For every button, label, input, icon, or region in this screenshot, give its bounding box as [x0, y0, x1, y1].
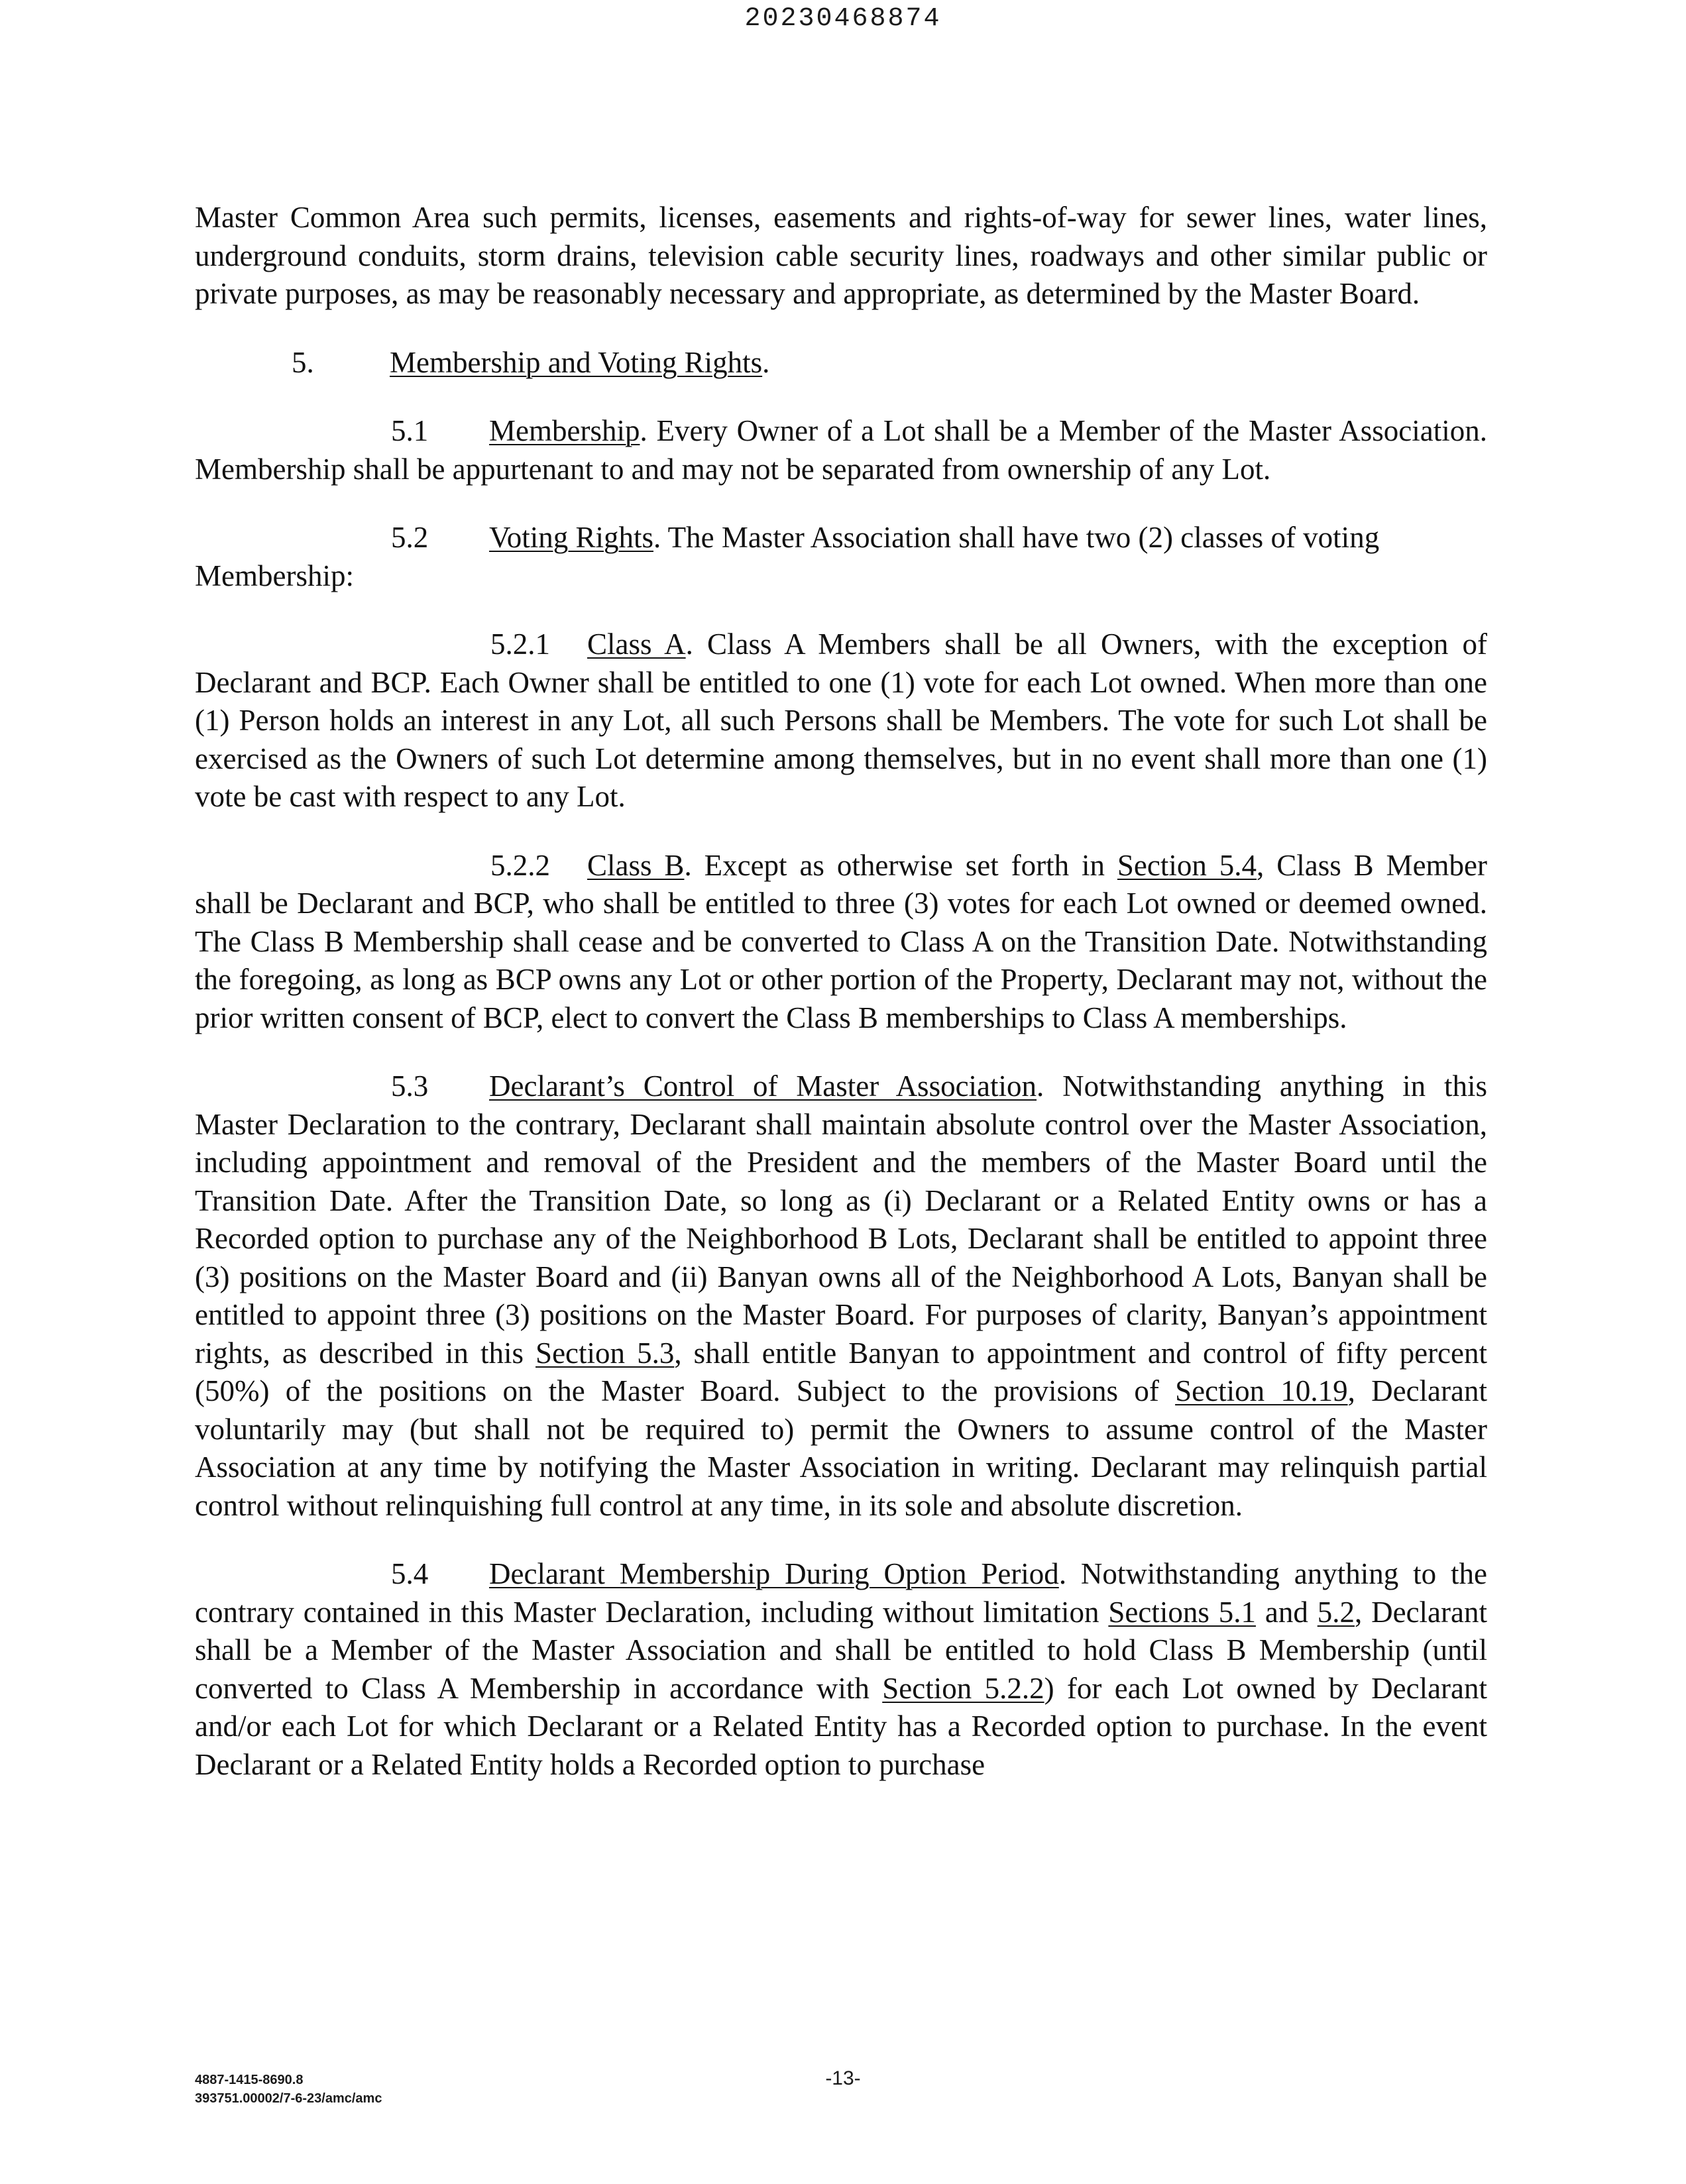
section-text: ) for each Lot owned by Declarant and/or each Lot for which Declarant or a Related Entity has a Recorded option to purchase. In the event Declarant or a Related Entity holds a Recorded option to purchase	[195, 1671, 1488, 1781]
section-text: , shall entitle Banyan to appointment and control of fifty percent (50%) of the positions on the Master Board. Subject to the provisions of	[195, 1336, 1488, 1407]
section-5-2-1	[195, 626, 1487, 816]
footer-id-line-1: 4887-1415-8690.8	[195, 2073, 304, 2087]
section-number: 5.4	[391, 1557, 429, 1590]
cross-reference: Section 5.2.2	[882, 1671, 1044, 1705]
section-text: . Except as otherwise set forth in	[684, 848, 1117, 882]
section-title: Membership	[489, 414, 640, 447]
cross-reference: Section 5.4	[1117, 848, 1257, 882]
section-text: , Declarant voluntarily may (but shall not be required to) permit the Owners to assume control of the Master Association at any time by notifying the Master Association in writing. Declarant may relinquish partial control without relinquishing full control at any time, in its sole and absolute discretion.	[195, 1374, 1487, 1522]
section-5-4	[195, 1555, 1487, 1784]
section-5-2	[195, 519, 1487, 595]
section-text: , Class B Member shall be Declarant and BCP, who shall be entitled to three (3) votes for each Lot owned or deemed owned. The Class B Membership shall cease and be converted to Class A on the Transition Date. Notwithstanding the foregoing, as long as BCP owns any Lot or other portion of the Property, Declarant may not, without the prior written consent of BCP, elect to convert the Class B memberships to Class A memberships.	[195, 848, 1487, 1034]
section-number: 5.2	[391, 521, 429, 554]
section-title-period: .	[762, 345, 770, 379]
cross-reference: Section 5.3	[535, 1336, 675, 1370]
section-5-2-2	[195, 847, 1487, 1038]
section-5-3	[195, 1067, 1487, 1525]
cross-reference: 5.2	[1317, 1595, 1355, 1629]
section-number: 5.2.2	[490, 848, 550, 882]
section-text: . The Master Association shall have two (2) classes of voting	[653, 521, 1380, 554]
page-number: -13-	[825, 2067, 861, 2089]
section-text: and	[1255, 1595, 1318, 1629]
recording-number: 20230468874	[744, 4, 942, 34]
section-title: Voting Rights	[489, 521, 653, 554]
section-number: 5.	[292, 345, 314, 379]
section-number: 5.1	[391, 414, 429, 447]
section-5-1	[195, 412, 1487, 488]
section-number: 5.3	[391, 1069, 429, 1103]
section-title: Class A	[587, 628, 686, 661]
section-text: . Notwithstanding anything in this Master Declaration to the contrary, Declarant shall maintain absolute control over the Master Association, including appointment and removal of the President and the members of the Master Board until the Transition Date. After the Transition Date, so long as (i) Declarant or a Related Entity owns or has a Recorded option to purchase any of the Neighborhood B Lots, Declarant shall be entitled to appoint three (3) positions on the Master Board and (ii) Banyan owns all of the Neighborhood A Lots, Banyan shall be entitled to appoint three (3) positions on the Master Board. For purposes of clarity, Banyan’s appointment rights, as described in this	[195, 1069, 1487, 1370]
section-title: Class B	[587, 848, 685, 882]
section-text: . Every Owner of a Lot shall be a Member of the Master Association. Membership shall be appurtenant to and may not be separated from ownership of any Lot.	[195, 414, 1487, 486]
footer-id-line-2: 393751.00002/7-6-23/amc/amc	[195, 2091, 382, 2106]
section-5-2-heading-line	[195, 519, 1487, 557]
section-number: 5.2.1	[490, 628, 550, 661]
intro-paragraph: Master Common Area such permits, licenses, easements and rights-of-way for sewer lines, water lines, underground conduits, storm drains, television cable security lines, roadways and other similar public or private purposes, as may be reasonably necessary and appropriate, as determined by the Master Board.	[195, 201, 1487, 310]
document-body	[195, 199, 1487, 1784]
section-continuation: Membership:	[195, 559, 354, 592]
cross-reference: Section 10.19	[1175, 1374, 1348, 1407]
section-title: Membership and Voting Rights	[390, 345, 763, 379]
section-title: Declarant’s Control of Master Association	[489, 1069, 1037, 1103]
cross-reference: Sections 5.1	[1108, 1595, 1256, 1629]
section-text: . Notwithstanding anything to the contrary contained in this Master Declaration, including without limitation	[195, 1557, 1487, 1629]
section-5-heading	[195, 344, 1487, 382]
section-text: , Declarant shall be a Member of the Master Association and shall be entitled to hold Class B Membership (until converted to Class A Membership in accordance with	[195, 1595, 1487, 1705]
section-text: . Class A Members shall be all Owners, with the exception of Declarant and BCP. Each Owner shall be entitled to one (1) vote for each Lot owned. When more than one (1) Person holds an interest in any Lot, all such Persons shall be Members. The vote for such Lot shall be exercised as the Owners of such Lot determine among themselves, but in no event shall more than one (1) vote be cast with respect to any Lot.	[195, 628, 1488, 813]
section-title: Declarant Membership During Option Period	[489, 1557, 1059, 1590]
